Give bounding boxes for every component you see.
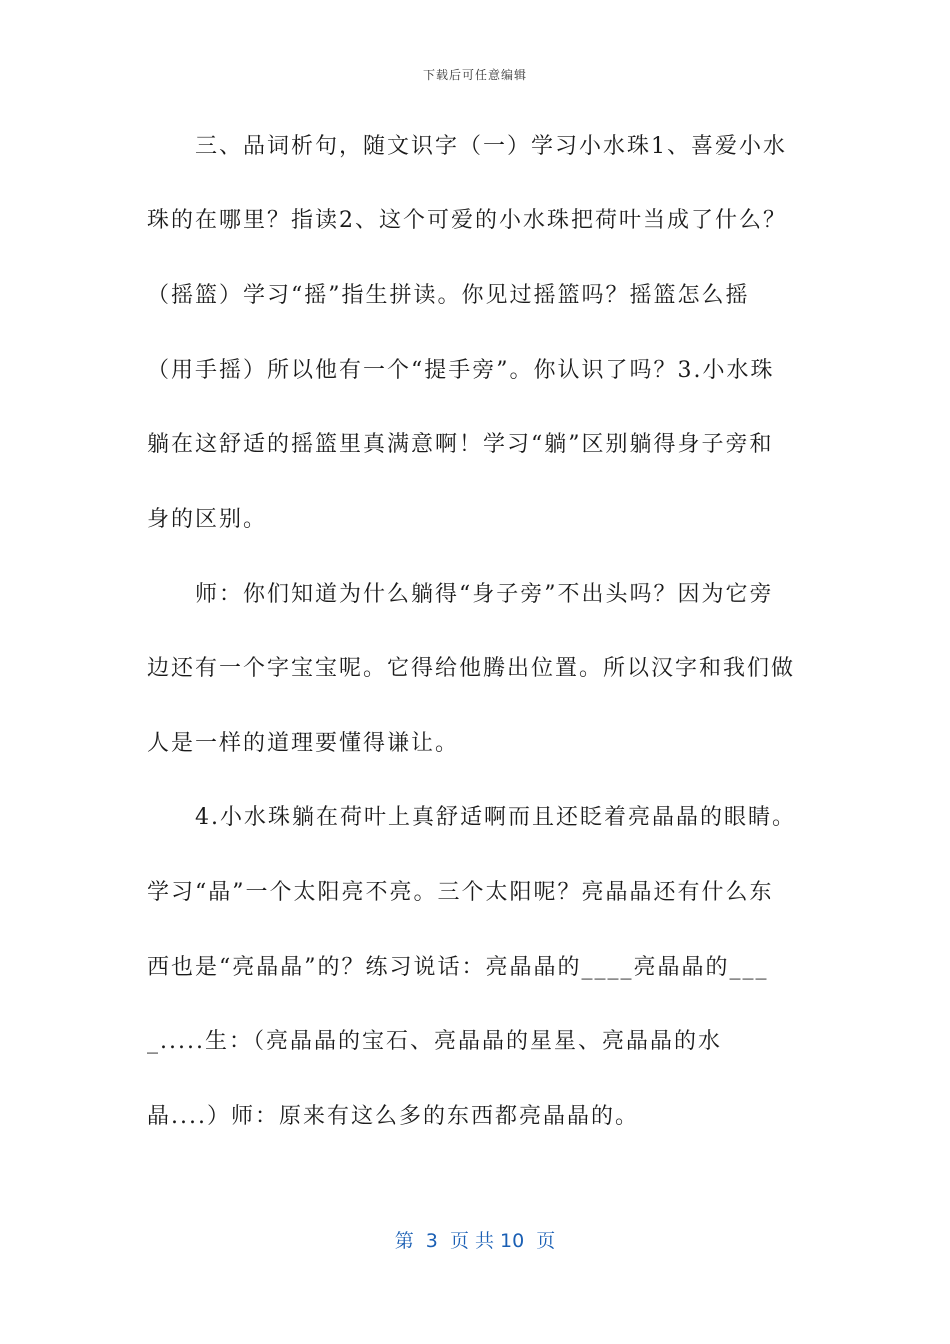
paragraph-line: 珠的在哪里？指读2、这个可爱的小水珠把荷叶当成了什么？ [147,208,787,233]
header-note: 下载后可任意编辑 [422,68,527,82]
paragraph-line: 三、品词析句，随文识字（一）学习小水珠1、喜爱小水 [147,134,787,159]
paragraph-line: 西也是“亮晶晶”的？练习说话：亮晶晶的____亮晶晶的___ [147,955,769,980]
paragraph-line: 人是一样的道理要懂得谦让。 [147,731,460,756]
paragraph-line: 4.小水珠躺在荷叶上真舒适啊而且还眨着亮晶晶的眼睛。 [147,805,796,830]
paragraph-line: 晶....）师：原来有这么多的东西都亮晶晶的。 [147,1104,639,1129]
paragraph-line: _.....生：（亮晶晶的宝石、亮晶晶的星星、亮晶晶的水 [147,1029,722,1054]
paragraph-line: 学习“晶”一个太阳亮不亮。三个太阳呢？亮晶晶还有什么东 [147,880,774,905]
paragraph-line: 躺在这舒适的摇篮里真满意啊！学习“躺”区别躺得身子旁和 [147,432,774,457]
paragraph-line: （摇篮）学习“摇”指生拼读。你见过摇篮吗？摇篮怎么摇 [147,283,750,308]
paragraph-line: 师：你们知道为什么躺得“身子旁”不出头吗？因为它旁 [147,582,774,607]
paragraph-line: （用手摇）所以他有一个“提手旁”。你认识了吗？3.小水珠 [147,358,775,383]
page-number-footer: 第 3 页 共 10 页 [394,1230,556,1252]
paragraph-line: 身的区别。 [147,507,268,532]
paragraph-line: 边还有一个字宝宝呢。它得给他腾出位置。所以汉字和我们做 [147,656,796,681]
